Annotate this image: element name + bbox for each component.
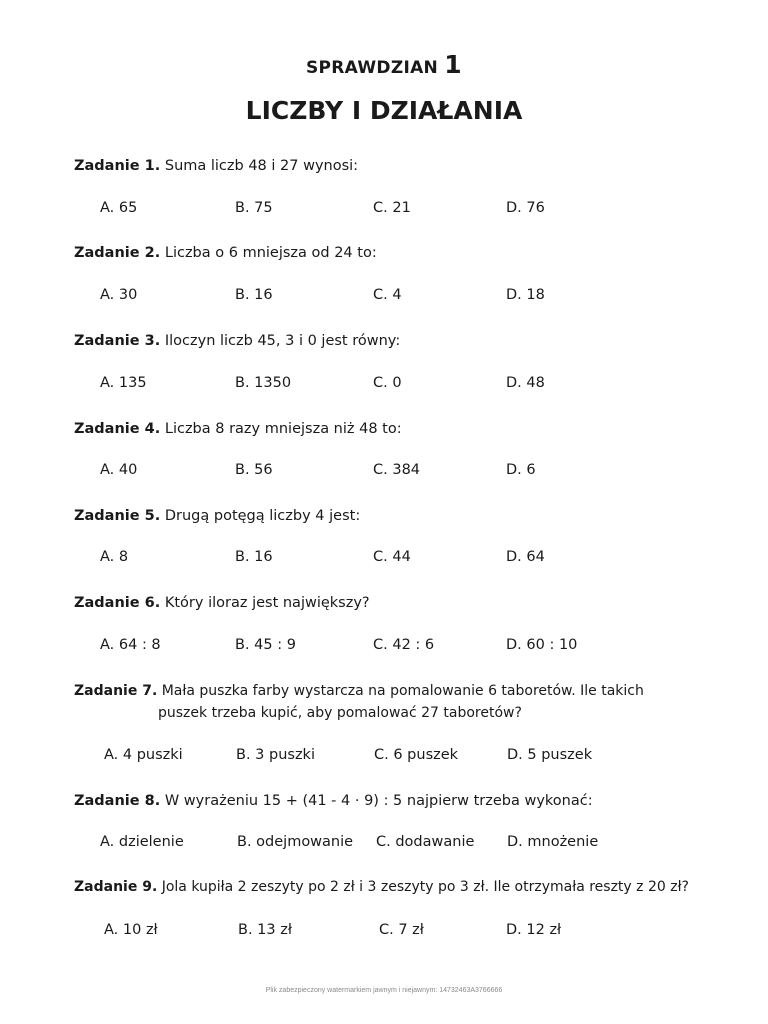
answer-c: C. 0 xyxy=(373,375,402,391)
task-9 xyxy=(74,876,704,898)
task-question: Jola kupiła 2 zeszyty po 2 zł i 3 zeszyty po 3 zł. Ile otrzymała reszty z 20 zł? xyxy=(161,879,689,895)
task-label: Zadanie 2. xyxy=(74,245,161,261)
answer-b: B. 75 xyxy=(235,200,273,216)
answer-b: B. 16 xyxy=(235,549,273,565)
answer-a: A. 64 : 8 xyxy=(100,637,161,653)
task-question: Liczba 8 razy mniejsza niż 48 to: xyxy=(164,421,402,437)
task-question: Suma liczb 48 i 27 wynosi: xyxy=(164,158,359,174)
task-label: Zadanie 1. xyxy=(74,158,161,174)
answer-a: A. 40 xyxy=(100,462,138,478)
answer-b: B. 56 xyxy=(235,462,273,478)
answer-b: B. 13 zł xyxy=(238,922,292,938)
task-question: Mała puszka farby wystarcza na pomalowanie 6 taboretów. Ile takich xyxy=(161,683,644,699)
test-number: 1 xyxy=(444,50,462,79)
task-label: Zadanie 5. xyxy=(74,508,161,524)
task-label: Zadanie 9. xyxy=(74,879,158,895)
answer-d: D. mnożenie xyxy=(507,834,599,850)
task-label: Zadanie 8. xyxy=(74,793,161,809)
answer-c: C. 42 : 6 xyxy=(373,637,435,653)
answer-c: C. 4 xyxy=(373,287,402,303)
answer-a: A. dzielenie xyxy=(100,834,184,850)
task-question: Liczba o 6 mniejsza od 24 to: xyxy=(164,245,377,261)
task-1 xyxy=(74,155,704,177)
answer-b: B. 3 puszki xyxy=(236,747,315,763)
answer-a: A. 10 zł xyxy=(104,922,158,938)
answer-a: A. 65 xyxy=(100,200,138,216)
page-title: LICZBY I DZIAŁANIA xyxy=(245,96,523,125)
answer-d: D. 5 puszek xyxy=(507,747,593,763)
task-label: Zadanie 7. xyxy=(74,683,158,699)
task-7 xyxy=(74,680,704,724)
answer-c: C. 21 xyxy=(373,200,411,216)
task-question-continued: puszek trzeba kupić, aby pomalować 27 taboretów? xyxy=(158,705,522,721)
answer-d: D. 18 xyxy=(506,287,545,303)
task-label: Zadanie 6. xyxy=(74,595,161,611)
answer-c: C. 7 zł xyxy=(379,922,424,938)
answer-d: D. 48 xyxy=(506,375,545,391)
answer-d: D. 12 zł xyxy=(506,922,562,938)
test-subtitle xyxy=(0,50,768,79)
answer-b: B. odejmowanie xyxy=(237,834,354,850)
subtitle-text: SPRAWDZIAN xyxy=(305,58,439,78)
answer-c: C. 6 puszek xyxy=(374,747,459,763)
task-5 xyxy=(74,505,704,527)
task-question: Drugą potęgą liczby 4 jest: xyxy=(164,508,361,524)
answer-d: D. 64 xyxy=(506,549,545,565)
answer-d: D. 60 : 10 xyxy=(506,637,578,653)
answer-c: C. 44 xyxy=(373,549,411,565)
task-label: Zadanie 3. xyxy=(74,333,161,349)
task-2 xyxy=(74,242,704,264)
task-label: Zadanie 4. xyxy=(74,421,161,437)
answer-c: C. 384 xyxy=(373,462,421,478)
task-question: W wyrażeniu 15 + (41 - 4 · 9) : 5 najpierw trzeba wykonać: xyxy=(164,793,593,809)
task-6 xyxy=(74,592,704,614)
answer-a: A. 8 xyxy=(100,549,129,565)
task-question: Który iloraz jest największy? xyxy=(164,595,370,611)
task-8 xyxy=(74,790,704,812)
answer-d: D. 76 xyxy=(506,200,545,216)
task-4 xyxy=(74,418,704,440)
answer-d: D. 6 xyxy=(506,462,536,478)
answer-b: B. 1350 xyxy=(235,375,292,391)
answer-b: B. 16 xyxy=(235,287,273,303)
answer-a: A. 135 xyxy=(100,375,147,391)
answer-c: C. dodawanie xyxy=(376,834,475,850)
task-3 xyxy=(74,330,704,352)
task-question: Iloczyn liczb 45, 3 i 0 jest równy: xyxy=(164,333,401,349)
answer-b: B. 45 : 9 xyxy=(235,637,296,653)
answer-a: A. 4 puszki xyxy=(104,747,183,763)
watermark-text: Plik zabezpieczony watermarkiem jawnym i niejawnym: 14732463A3766666 xyxy=(265,987,503,994)
answer-a: A. 30 xyxy=(100,287,138,303)
